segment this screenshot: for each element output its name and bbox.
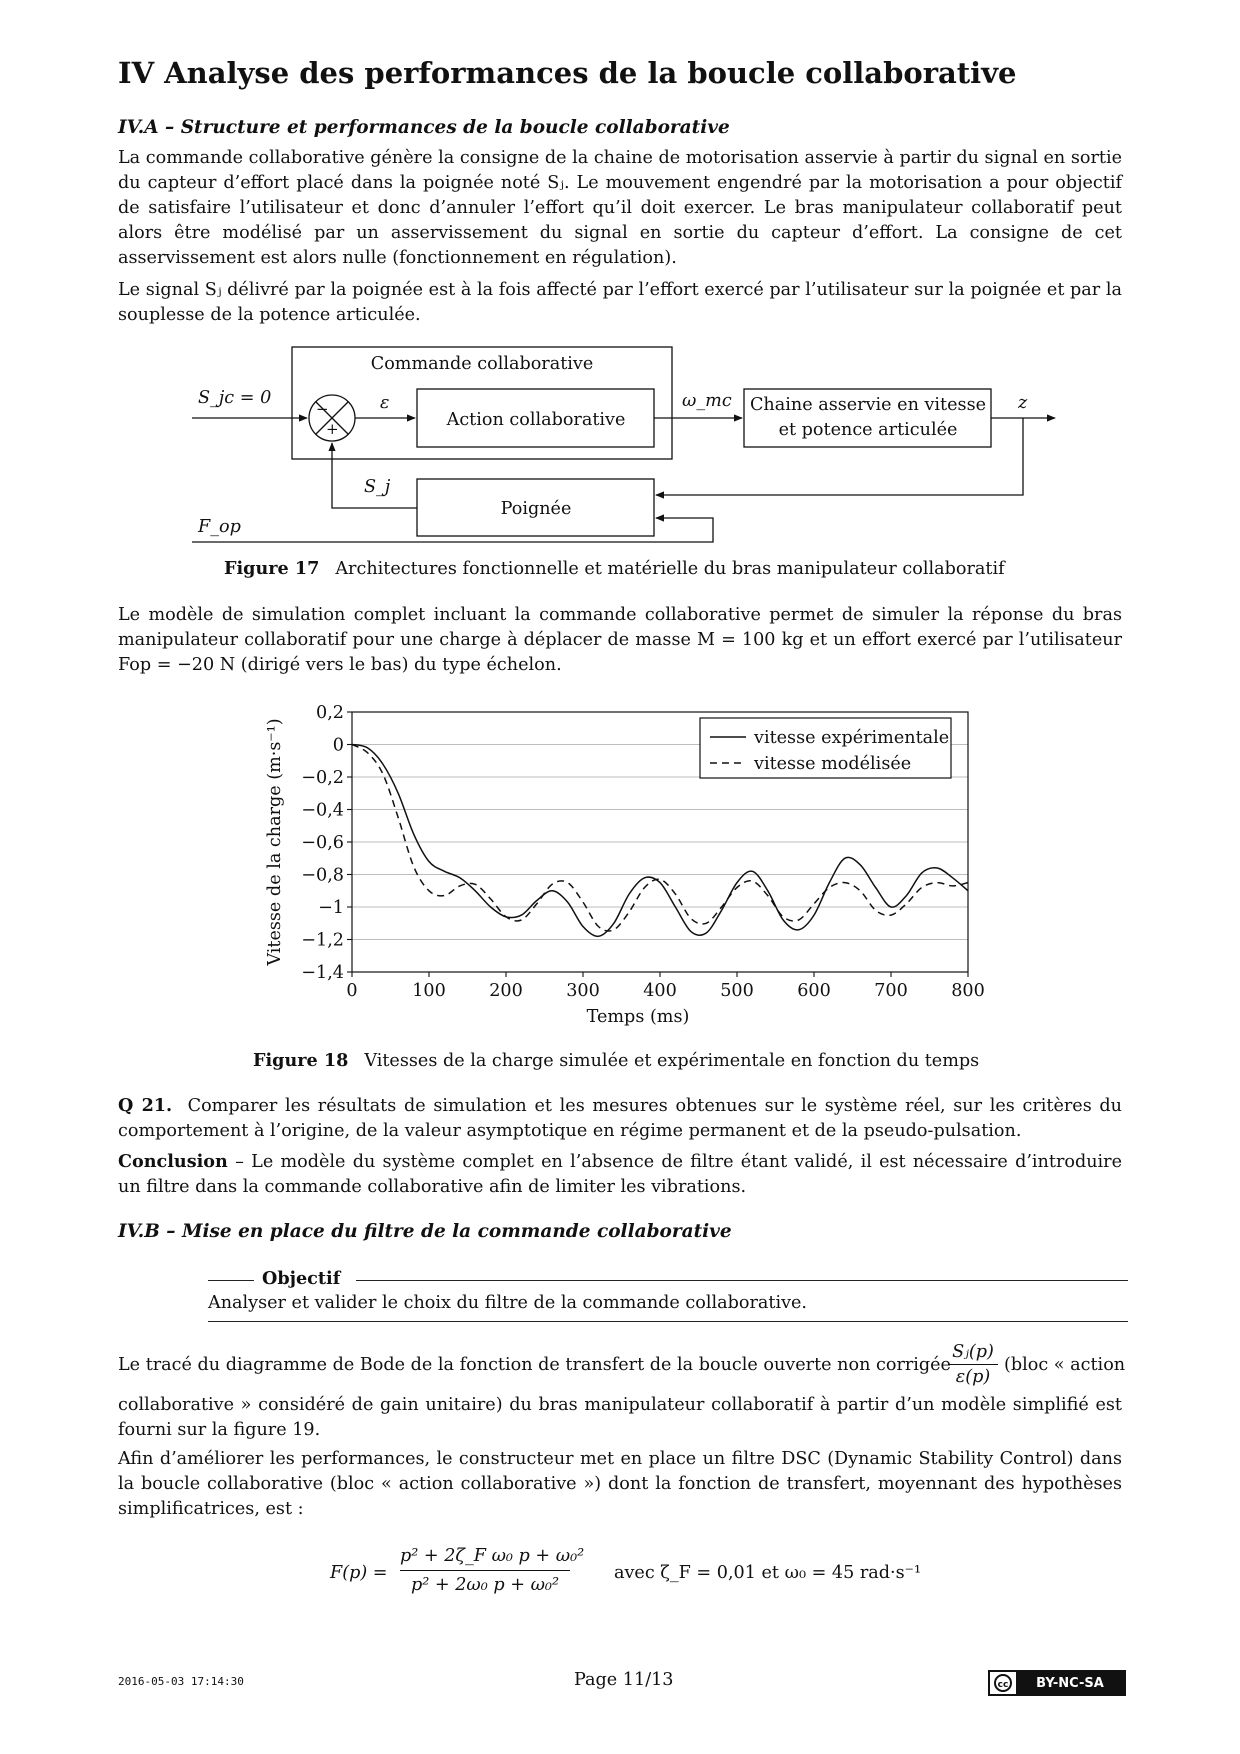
formula-fraction	[400, 1542, 585, 1599]
formula-lhs: F(p) =	[330, 1563, 388, 1583]
paragraph-1: La commande collaborative génère la consigne de la chaine de motorisation asservie à partir du signal en sortie du capteur d’effort placé dans la poignée noté Sⱼ. Le mouvement engendré par la motorisation a pour objectif de satisfaire l’utilisateur et donc d’annuler l’effort qu’il doit exercer. Le bras manipulateur collaboratif peut alors être modélisé par un asservissement du signal en sortie du capteur d’effort. La consigne de cet asservissement est alors nulle (fonctionnement en régulation).	[118, 148, 1122, 268]
y-axis-label: Vitesse de la charge (m·s⁻¹)	[265, 718, 285, 966]
para4-before: Le tracé du diagramme de Bode de la fonction de transfert de la boucle ouverte non corrigée	[118, 1355, 951, 1375]
x-tick-label: 100	[412, 981, 446, 1001]
paragraph-3: Le modèle de simulation complet incluant la commande collaborative permet de simuler la réponse du bras manipulateur collaboratif pour une charge à déplacer de masse M = 100 kg et un effort exercé par l’utilisateur Fop = −20 N (dirigé vers le bas) du type échelon.	[118, 605, 1122, 675]
chain-label-1: Chaine asservie en vitesse	[749, 395, 987, 415]
conclusion-label: Conclusion	[118, 1151, 228, 1172]
y-tick-label: −1,4	[301, 963, 344, 983]
y-tick-label: 0,2	[316, 703, 344, 723]
epsilon-label: ε	[380, 393, 390, 413]
license-text: BY-NC-SA	[1016, 1672, 1124, 1694]
fraction-denominator: ε(p)	[955, 1367, 991, 1387]
para4-after: (bloc « action	[1004, 1355, 1126, 1375]
figure-18-number: Figure 18	[253, 1050, 349, 1071]
y-tick-label: −0,4	[301, 800, 344, 821]
y-tick-label: −0,6	[301, 833, 344, 853]
figure-17-caption	[224, 558, 1005, 579]
fraction-numerator: Sⱼ(p)	[948, 1340, 998, 1365]
output-label: z	[1018, 393, 1028, 413]
objectif-rule-right	[356, 1280, 1128, 1281]
outer-label: Commande collaborative	[370, 354, 594, 374]
objectif-title: Objectif	[262, 1268, 341, 1289]
x-tick-label: 600	[797, 981, 831, 1001]
x-tick-label: 400	[643, 981, 677, 1001]
subsection-a-title: IV.A – Structure et performances de la boucle collaborative	[118, 117, 730, 138]
paragraph-4-line-1	[118, 1355, 951, 1375]
objectif-rule-bottom	[208, 1321, 1128, 1322]
y-tick-label: −1	[318, 898, 344, 918]
x-tick-label: 0	[346, 981, 358, 1001]
conclusion-text: – Le modèle du système complet en l’absence de filtre étant validé, il est nécessaire d’introduire un filtre dans la commande collaborative afin de limiter les vibrations.	[118, 1152, 1123, 1197]
figure-18-caption	[253, 1050, 979, 1071]
y-tick-label: 0	[332, 735, 344, 756]
sj-label: S_j	[364, 477, 391, 497]
x-tick-label: 700	[874, 981, 908, 1001]
x-axis-label: Temps (ms)	[586, 1007, 690, 1027]
objectif-text: Analyser et valider le choix du filtre de la commande collaborative.	[208, 1293, 808, 1313]
omega-label: ω_mc	[682, 391, 732, 411]
section-title: IV Analyse des performances de la boucle collaborative	[118, 56, 1017, 90]
x-tick-label: 300	[566, 981, 600, 1001]
conclusion	[118, 1149, 1122, 1200]
x-tick-label: 800	[951, 981, 985, 1001]
figure-18-text: Vitesses de la charge simulée et expérimentale en fonction du temps	[364, 1051, 980, 1071]
legend-modelled: vitesse modélisée	[754, 754, 912, 774]
x-tick-label: 200	[489, 981, 523, 1001]
q21-text: Comparer les résultats de simulation et les mesures obtenues sur le système réel, sur les critères du comportement à l’origine, de la valeur asymptotique en régime permanent et de la pseudo-pulsation.	[118, 1096, 1123, 1141]
cc-logo-icon: cc	[994, 1674, 1012, 1692]
license-badge	[988, 1670, 1126, 1696]
footer-date: 2016-05-03 17:14:30	[118, 1675, 244, 1688]
poignee-label: Poignée	[500, 499, 572, 519]
formula-numerator: p² + 2ζ_F ω₀ p + ω₀²	[400, 1542, 570, 1571]
formula-condition: avec ζ_F = 0,01 et ω₀ = 45 rad·s⁻¹	[614, 1563, 922, 1583]
y-tick-label: −0,2	[301, 768, 344, 788]
paragraph-5: Afin d’améliorer les performances, le constructeur met en place un filtre DSC (Dynamic Stability Control) dans la boucle collaborative (bloc « action collaborative ») dont la fonction de transfert, moyennant des hypothèses simplificatrices, est :	[118, 1449, 1122, 1519]
objectif-rule-left	[208, 1280, 254, 1281]
footer-page: Page 11/13	[574, 1670, 674, 1690]
input-label: S_jc = 0	[198, 388, 272, 408]
question-21	[118, 1093, 1122, 1144]
fop-label: F_op	[198, 517, 241, 537]
minus-sign: −	[316, 400, 329, 418]
subsection-b-title: IV.B – Mise en place du filtre de la commande collaborative	[118, 1221, 732, 1242]
legend-experimental: vitesse expérimentale	[754, 728, 950, 748]
formula-denominator: p² + 2ω₀ p + ω₀²	[410, 1575, 560, 1595]
paragraph-4-cont: collaborative » considéré de gain unitaire) du bras manipulateur collaboratif à partir d’un modèle simplifié est fourni sur la figure 19.	[118, 1395, 1122, 1440]
y-tick-label: −1,2	[301, 930, 344, 951]
paragraph-2: Le signal Sⱼ délivré par la poignée est à la fois affecté par l’effort exercé par l’utilisateur sur la poignée et par la souplesse de la potence articulée.	[118, 280, 1122, 325]
block-diagram	[180, 340, 1080, 555]
figure-17-number: Figure 17	[224, 558, 320, 579]
transfer-fraction	[948, 1340, 998, 1389]
y-tick-label: −0,8	[301, 865, 344, 886]
plus-sign: +	[326, 420, 339, 438]
figure-17-text: Architectures fonctionnelle et matérielle du bras manipulateur collaboratif	[335, 559, 1005, 579]
action-label: Action collaborative	[446, 410, 626, 430]
x-tick-label: 500	[720, 981, 754, 1001]
velocity-chart	[250, 700, 990, 1040]
q21-label: Q 21.	[118, 1095, 173, 1116]
chain-label-2: et potence articulée	[778, 420, 958, 440]
